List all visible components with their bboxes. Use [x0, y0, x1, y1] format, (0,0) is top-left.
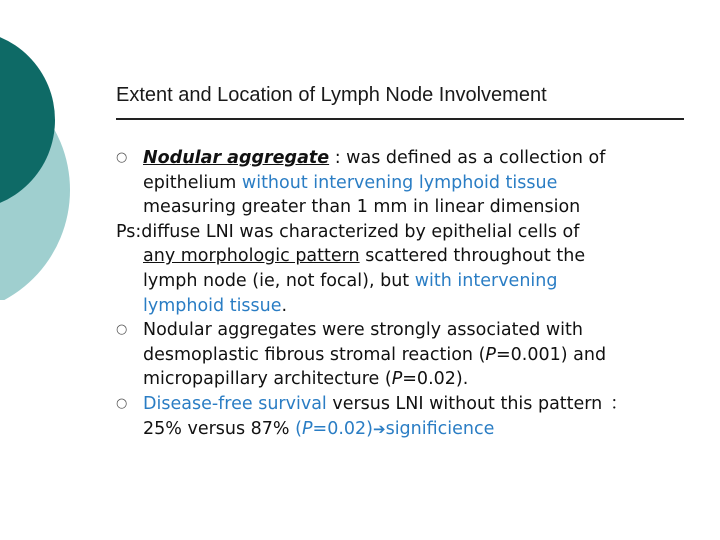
bullet-nodular-aggregate [116, 146, 706, 220]
note-line [116, 220, 706, 245]
note-line [116, 269, 706, 294]
ring-bullet-icon: ○ [116, 395, 128, 411]
bullet-line [116, 417, 706, 442]
text: =0.02). [402, 369, 469, 390]
highlight-text: significience [385, 418, 495, 439]
highlight-text: lymphoid tissue [143, 295, 282, 316]
text: =0.001) and [495, 344, 607, 365]
text: . [281, 295, 288, 316]
highlight-text: =0.02) [312, 418, 373, 439]
underlined-text: any morphologic pattern [143, 246, 360, 267]
highlight-text: without intervening lymphoid tissue [241, 172, 558, 193]
text: was defined as a collection of [346, 148, 606, 168]
right-arrow-icon: ➔ [373, 419, 386, 438]
text: epithelium [143, 172, 242, 193]
text: Nodular aggregates were strongly associated with [143, 320, 583, 341]
text: versus LNI without this pattern [326, 393, 603, 414]
bullet-line [116, 171, 706, 196]
highlight-text: ( [295, 418, 302, 439]
decorative-circles [0, 0, 120, 300]
text: measuring greater than 1 mm in linear dimension [143, 197, 581, 218]
highlight-text: Disease-free survival [143, 393, 327, 414]
slide-content [116, 146, 706, 441]
title-underline [116, 118, 684, 120]
bullet-line [116, 146, 706, 171]
bullet-line [116, 195, 706, 220]
p-symbol: P [301, 418, 313, 439]
text: desmoplastic fibrous stromal reaction ( [143, 344, 486, 365]
p-symbol: P [391, 369, 403, 390]
bullet-line [116, 367, 706, 392]
ring-bullet-icon: ○ [116, 150, 128, 165]
text: scattered throughout the [359, 246, 586, 267]
bullet-disease-free-survival [116, 392, 706, 441]
bullet-line [116, 318, 706, 343]
bullet-nodular-association [116, 318, 706, 392]
note-line [116, 294, 706, 319]
text: 25% versus 87% [143, 418, 296, 439]
ring-bullet-icon: ○ [116, 322, 128, 338]
note-line [116, 244, 706, 269]
slide-title: Extent and Location of Lymph Node Involvement [116, 84, 547, 106]
text: lymph node (ie, not focal), but [143, 270, 415, 291]
bullet-line [116, 343, 706, 368]
bullet-line [116, 392, 706, 417]
trailing-colon: ： [610, 393, 628, 414]
ps-note [116, 220, 706, 318]
term-nodular-aggregate: Nodular aggregate [143, 148, 330, 168]
highlight-text: with intervening [414, 270, 558, 291]
p-symbol: P [485, 344, 496, 365]
text: Ps:diffuse LNI was characterized by epithelial cells of [116, 221, 580, 242]
separator: : [329, 148, 347, 168]
text: micropapillary architecture ( [143, 369, 392, 390]
